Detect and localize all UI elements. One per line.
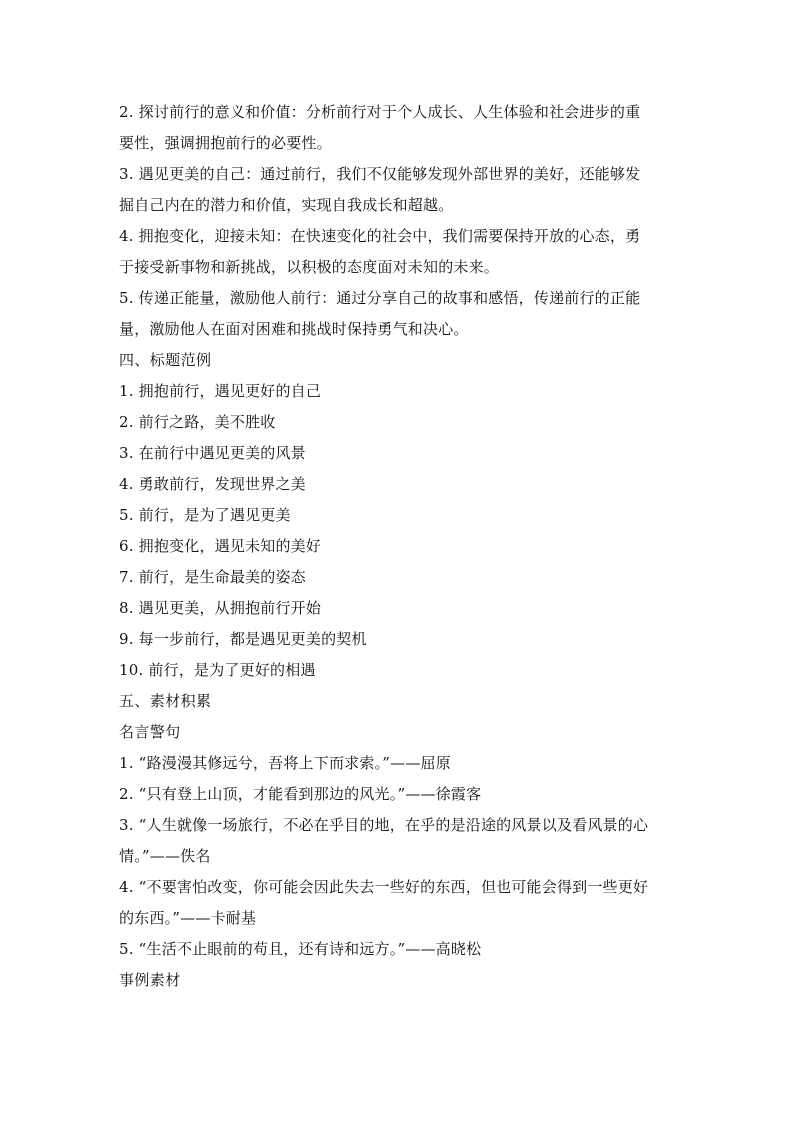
section-heading: 五、素材积累 [119,692,212,710]
list-item: 8. 遇见更美，从拥抱前行开始 [119,599,322,617]
text-line: 于接受新事物和新挑战，以积极的态度面对未知的未来。 [119,258,500,276]
text-line: 掘自己内在的潜力和价值，实现自我成长和超越。 [119,196,454,214]
section-heading: 四、标题范例 [119,351,212,369]
quote-item: 1. “路漫漫其修远兮，吾将上下而求索。”——屈原 [119,754,451,772]
quote-item: 4. “不要害怕改变，你可能会因此失去一些好的东西，但也可能会得到一些更好 [119,878,649,896]
text-line: 4. 拥抱变化，迎接未知：在快速变化的社会中，我们需要保持开放的心态，勇 [119,227,641,245]
quote-item: 情。”——佚名 [119,847,211,865]
list-item: 7. 前行，是生命最美的姿态 [119,568,306,586]
quote-item: 2. “只有登上山顶，才能看到那边的风光。”——徐霞客 [119,785,482,803]
list-item: 9. 每一步前行，都是遇见更美的契机 [119,630,367,648]
list-item: 10. 前行，是为了更好的相遇 [119,661,316,679]
text-line: 3. 遇见更美的自己：通过前行，我们不仅能够发现外部世界的美好，还能够发 [119,165,641,183]
list-item: 5. 前行，是为了遇见更美 [119,506,291,524]
text-line: 量，激励他人在面对困难和挑战时保持勇气和决心。 [119,320,469,338]
text-line: 要性，强调拥抱前行的必要性。 [119,134,332,152]
subsection-heading: 名言警句 [119,723,181,741]
list-item: 1. 拥抱前行，遇见更好的自己 [119,382,322,400]
quote-item: 的东西。”——卡耐基 [119,909,257,927]
text-line: 5. 传递正能量，激励他人前行：通过分享自己的故事和感悟，传递前行的正能 [119,289,641,307]
document-body [119,97,677,996]
list-item: 3. 在前行中遇见更美的风景 [119,444,306,462]
list-item: 2. 前行之路，美不胜收 [119,413,276,431]
list-item: 6. 拥抱变化，遇见未知的美好 [119,537,322,555]
quote-item: 5. “生活不止眼前的苟且，还有诗和远方。”——高晓松 [119,940,482,958]
subsection-heading: 事例素材 [119,971,181,989]
text-line: 2. 探讨前行的意义和价值：分析前行对于个人成长、人生体验和社会进步的重 [119,103,641,121]
list-item: 4. 勇敢前行，发现世界之美 [119,475,306,493]
quote-item: 3. “人生就像一场旅行，不必在乎目的地，在乎的是沿途的风景以及看风景的心 [119,816,649,834]
